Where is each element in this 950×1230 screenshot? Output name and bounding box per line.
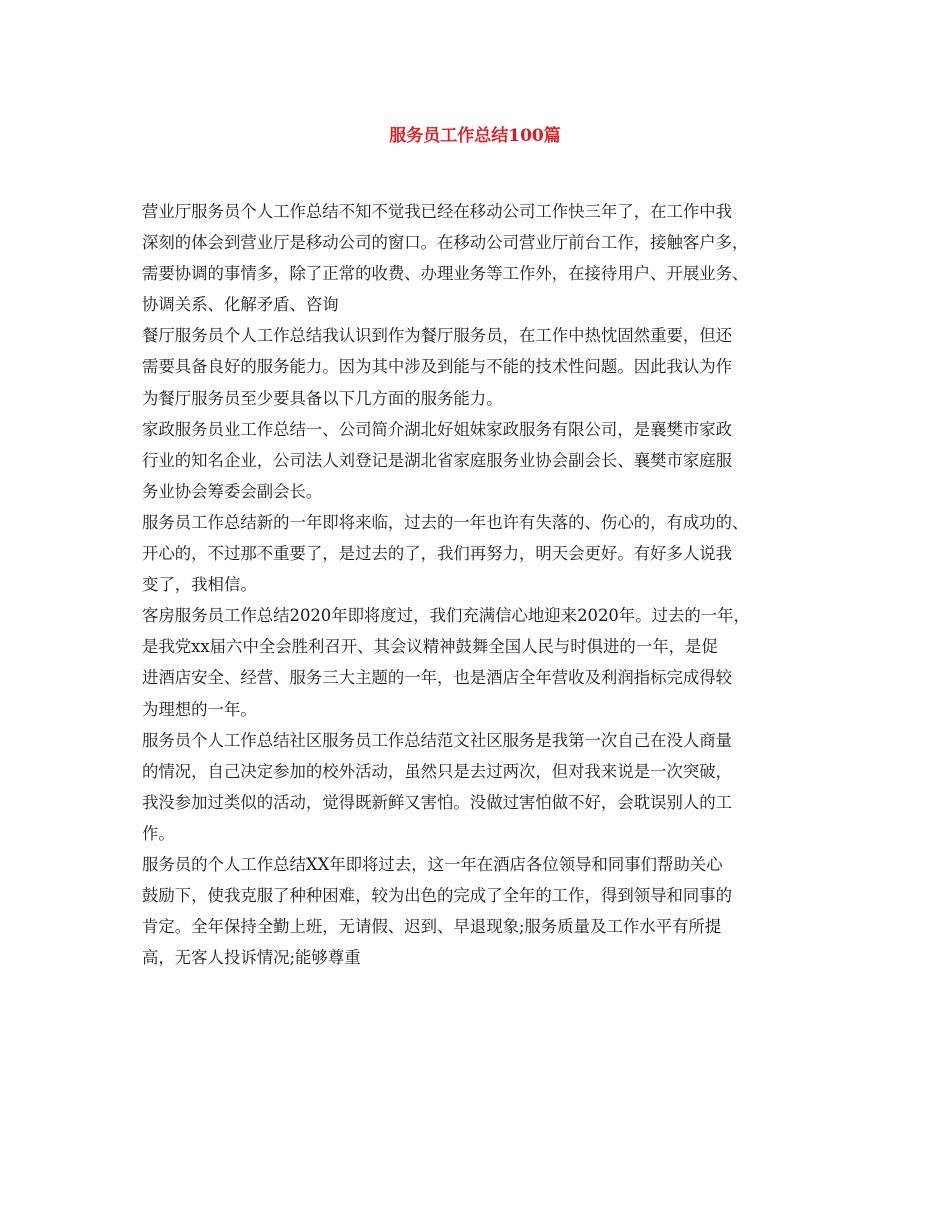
text-line: 作。 — [142, 823, 175, 843]
text-line: 务业协会筹委会副会长。 — [142, 481, 323, 501]
text-line: 服务员的个人工作总结XX年即将过去，这一年在酒店各位领导和同事们帮助关心 — [142, 854, 723, 874]
text-line: 客房服务员工作总结2020年即将度过，我们充满信心地迎来2020年。过去的一年， — [142, 606, 750, 626]
paragraph-room-attendant — [142, 600, 812, 724]
text-line: 深刻的体会到营业厅是移动公司的窗口。在移动公司营业厅前台工作，接触客户多， — [142, 233, 749, 253]
paragraph-lobby-attendant — [142, 196, 812, 320]
document-body — [142, 196, 812, 973]
text-line: 肯定。全年保持全勤上班，无请假、迟到、早退现象;服务质量及工作水平有所提 — [142, 917, 722, 937]
text-line: 需要具备良好的服务能力。因为其中涉及到能与不能的技术性问题。因此我认为作 — [142, 357, 733, 377]
paragraph-new-year — [142, 507, 812, 600]
paragraph-community-service — [142, 725, 812, 849]
paragraph-housekeeping — [142, 414, 812, 507]
text-line: 家政服务员业工作总结一、公司简介湖北好姐妹家政服务有限公司，是襄樊市家政 — [142, 419, 733, 439]
text-line: 餐厅服务员个人工作总结我认识到作为餐厅服务员，在工作中热忱固然重要，但还 — [142, 326, 733, 346]
paragraph-restaurant-waiter — [142, 320, 812, 413]
text-line: 服务员工作总结新的一年即将来临，过去的一年也许有失落的、伤心的，有成功的、 — [142, 512, 749, 532]
text-line: 我没参加过类似的活动，觉得既新鲜又害怕。没做过害怕做不好，会耽误别人的工 — [142, 792, 733, 812]
text-line: 服务员个人工作总结社区服务员工作总结范文社区服务是我第一次自己在没人商量 — [142, 730, 733, 750]
text-line: 行业的知名企业，公司法人刘登记是湖北省家庭服务业协会副会长、襄樊市家庭服 — [142, 450, 733, 470]
text-line: 营业厅服务员个人工作总结不知不觉我已经在移动公司工作快三年了，在工作中我 — [142, 202, 733, 221]
text-line: 需要协调的事情多，除了正常的收费、办理业务等工作外，在接待用户、开展业务、 — [142, 264, 749, 284]
document-title: 服务员工作总结100篇 — [389, 126, 561, 146]
text-line: 高，无客人投诉情况;能够尊重 — [142, 948, 361, 968]
text-line: 鼓励下，使我克服了种种困难，较为出色的完成了全年的工作，得到领导和同事的 — [142, 886, 733, 906]
text-line: 为理想的一年。 — [142, 699, 257, 719]
text-line: 变了，我相信。 — [142, 575, 257, 595]
text-line: 的情况，自己决定参加的校外活动，虽然只是去过两次，但对我来说是一次突破， — [142, 761, 733, 781]
text-line: 是我党xx届六中全会胜利召开、其会议精神鼓舞全国人民与时俱进的一年，是促 — [142, 637, 718, 657]
text-line: 协调关系、化解矛盾、咨询 — [142, 295, 339, 315]
text-line: 为餐厅服务员至少要具备以下几方面的服务能力。 — [142, 388, 503, 408]
text-line: 进酒店安全、经营、服务三大主题的一年，也是酒店全年营收及利润指标完成得较 — [142, 668, 733, 688]
text-line: 开心的，不过那不重要了，是过去的了，我们再努力，明天会更好。有好多人说我 — [142, 544, 733, 564]
paragraph-hotel-waiter — [142, 849, 812, 973]
